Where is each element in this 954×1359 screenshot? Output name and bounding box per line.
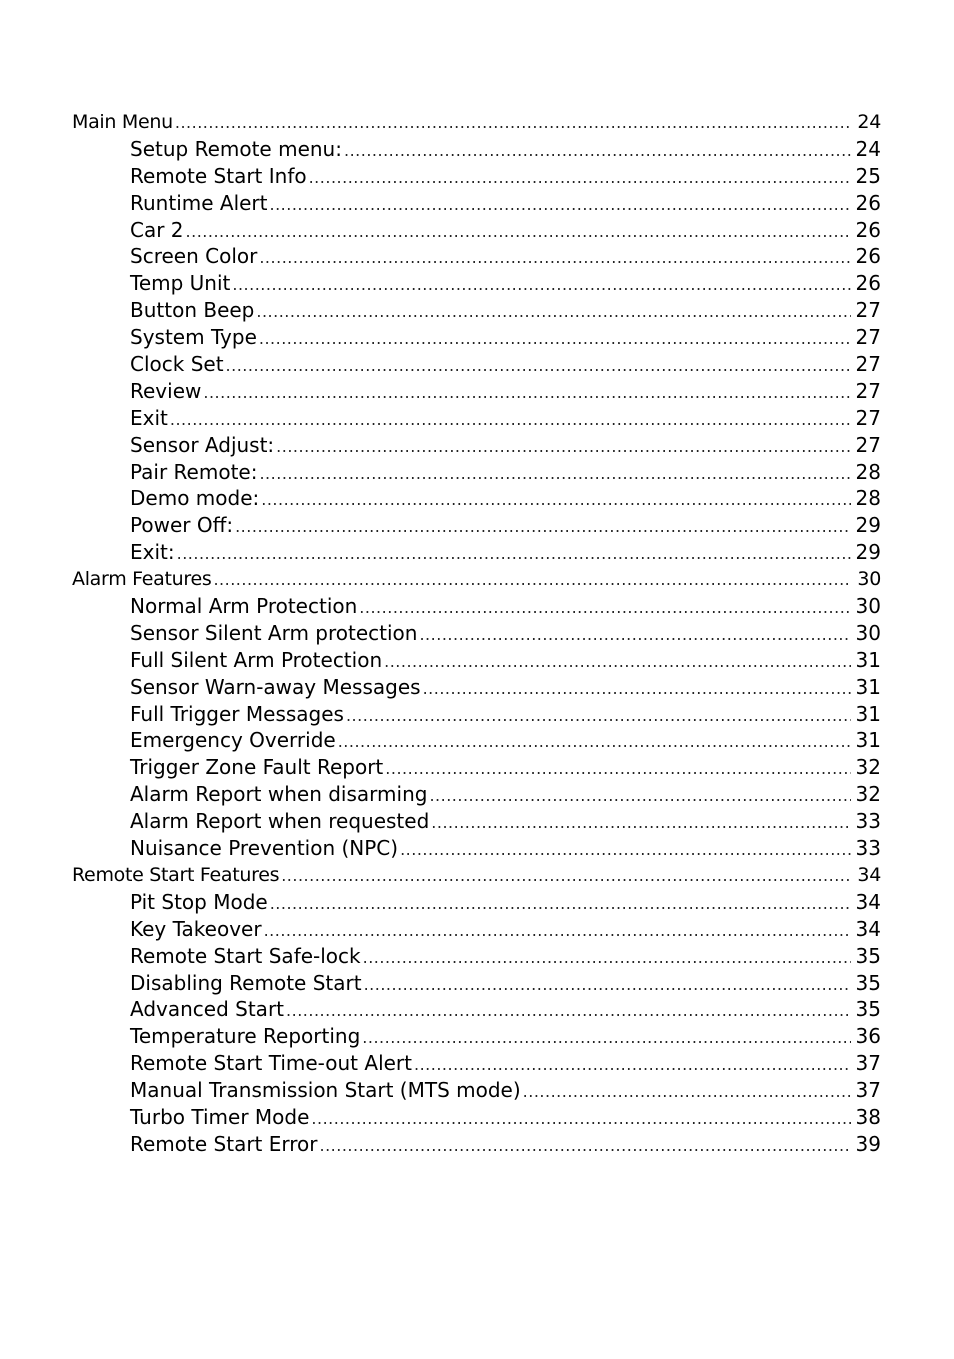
- table-of-contents: [0, 109, 954, 1158]
- toc-subsection-entry[interactable]: [0, 701, 954, 728]
- toc-page-number: 30: [857, 568, 881, 591]
- toc-entry-title: Remote Start Time-out Alert: [130, 1051, 412, 1076]
- toc-dot-leader: [359, 595, 851, 622]
- toc-subsection-entry[interactable]: [0, 1023, 954, 1050]
- toc-entry-title: Sensor Silent Arm protection: [130, 620, 418, 645]
- toc-subsection-entry[interactable]: [0, 351, 954, 378]
- toc-subsection-entry[interactable]: [0, 324, 954, 351]
- toc-page-number: 34: [855, 889, 881, 914]
- toc-dot-leader: [259, 245, 851, 272]
- toc-page-number: 27: [855, 405, 881, 430]
- toc-page-number: 32: [855, 755, 881, 780]
- toc-subsection-entry[interactable]: [0, 943, 954, 970]
- toc-page-number: 33: [855, 836, 881, 861]
- toc-entry-title: Pit Stop Mode: [130, 889, 268, 914]
- toc-dot-leader: [320, 1133, 852, 1160]
- toc-subsection-entry[interactable]: [0, 808, 954, 835]
- toc-dot-leader: [235, 514, 851, 541]
- toc-page-number: 29: [855, 513, 881, 538]
- toc-page-number: 26: [855, 190, 881, 215]
- toc-dot-leader: [170, 407, 851, 434]
- toc-dot-leader: [259, 461, 851, 488]
- toc-page-number: 31: [855, 674, 881, 699]
- toc-subsection-entry[interactable]: [0, 512, 954, 539]
- toc-page-number: 35: [855, 943, 881, 968]
- toc-dot-leader: [226, 353, 851, 380]
- toc-subsection-entry[interactable]: [0, 781, 954, 808]
- toc-page-number: 31: [855, 701, 881, 726]
- toc-subsection-entry[interactable]: [0, 674, 954, 701]
- toc-dot-leader: [363, 945, 851, 972]
- toc-section-entry[interactable]: [0, 566, 954, 593]
- toc-subsection-entry[interactable]: [0, 217, 954, 244]
- toc-entry-title: Main Menu: [72, 111, 173, 133]
- toc-dot-leader: [276, 434, 851, 461]
- toc-entry-title: Full Silent Arm Protection: [130, 647, 383, 672]
- toc-page-number: 24: [857, 111, 881, 133]
- toc-subsection-entry[interactable]: [0, 539, 954, 566]
- toc-subsection-entry[interactable]: [0, 378, 954, 405]
- toc-page-number: 30: [855, 620, 881, 645]
- toc-dot-leader: [423, 676, 851, 703]
- toc-page-number: 27: [855, 352, 881, 377]
- toc-entry-title: Demo mode:: [130, 486, 260, 511]
- toc-subsection-entry[interactable]: [0, 727, 954, 754]
- toc-entry-title: Trigger Zone Fault Report: [130, 755, 384, 780]
- toc-entry-title: Turbo Timer Mode: [130, 1104, 310, 1129]
- toc-entry-title: Screen Color: [130, 244, 258, 269]
- toc-subsection-entry[interactable]: [0, 190, 954, 217]
- toc-dot-leader: [232, 272, 851, 299]
- toc-dot-leader: [414, 1052, 851, 1079]
- toc-dot-leader: [281, 863, 851, 890]
- toc-dot-leader: [384, 649, 851, 676]
- toc-page-number: 37: [855, 1078, 881, 1103]
- toc-dot-leader: [431, 810, 851, 837]
- toc-section-entry[interactable]: [0, 109, 954, 136]
- toc-entry-title: Disabling Remote Start: [130, 970, 362, 995]
- toc-dot-leader: [400, 837, 851, 864]
- toc-page-number: 30: [855, 594, 881, 619]
- toc-entry-title: Sensor Adjust:: [130, 432, 275, 457]
- toc-dot-leader: [286, 998, 851, 1025]
- toc-entry-title: Button Beep: [130, 298, 255, 323]
- toc-entry-title: Nuisance Prevention (NPC): [130, 836, 399, 861]
- toc-page-number: 35: [855, 997, 881, 1022]
- toc-entry-title: Sensor Warn-away Messages: [130, 674, 421, 699]
- toc-entry-title: Exit: [130, 405, 168, 430]
- toc-page-number: 27: [855, 432, 881, 457]
- toc-entry-title: Pair Remote:: [130, 459, 258, 484]
- toc-dot-leader: [186, 219, 851, 246]
- toc-subsection-entry[interactable]: [0, 754, 954, 781]
- toc-subsection-entry[interactable]: [0, 970, 954, 997]
- toc-page-number: 27: [855, 298, 881, 323]
- toc-entry-title: Alarm Report when disarming: [130, 782, 428, 807]
- toc-entry-title: Runtime Alert: [130, 190, 268, 215]
- toc-entry-title: Alarm Report when requested: [130, 809, 430, 834]
- toc-entry-title: Emergency Override: [130, 728, 336, 753]
- toc-entry-title: Full Trigger Messages: [130, 701, 344, 726]
- toc-page-number: 28: [855, 459, 881, 484]
- toc-page-number: 37: [855, 1051, 881, 1076]
- toc-dot-leader: [419, 622, 851, 649]
- toc-entry-title: Exit:: [130, 540, 175, 565]
- toc-entry-title: Clock Set: [130, 352, 224, 377]
- toc-dot-leader: [429, 783, 851, 810]
- toc-subsection-entry[interactable]: [0, 136, 954, 163]
- toc-page-number: 26: [855, 217, 881, 242]
- toc-subsection-entry[interactable]: [0, 432, 954, 459]
- toc-page-number: 27: [855, 378, 881, 403]
- toc-dot-leader: [259, 326, 851, 353]
- toc-page-number: 35: [855, 970, 881, 995]
- toc-page-number: 25: [855, 163, 881, 188]
- toc-page-number: 27: [855, 325, 881, 350]
- toc-page-number: 38: [855, 1104, 881, 1129]
- toc-subsection-entry[interactable]: [0, 163, 954, 190]
- toc-subsection-entry[interactable]: [0, 485, 954, 512]
- toc-subsection-entry[interactable]: [0, 916, 954, 943]
- toc-entry-title: Alarm Features: [72, 568, 212, 591]
- toc-dot-leader: [362, 1025, 851, 1052]
- toc-page-number: 29: [855, 540, 881, 565]
- toc-entry-title: Setup Remote menu:: [130, 136, 342, 161]
- toc-dot-leader: [270, 192, 852, 219]
- toc-dot-leader: [270, 891, 851, 918]
- toc-dot-leader: [346, 703, 851, 730]
- toc-dot-leader: [177, 541, 851, 568]
- toc-page-number: 36: [855, 1024, 881, 1049]
- toc-entry-title: Remote Start Features: [72, 863, 280, 886]
- toc-page-number: 34: [857, 863, 881, 886]
- toc-page-number: 31: [855, 647, 881, 672]
- toc-subsection-entry[interactable]: [0, 1104, 954, 1131]
- toc-subsection-entry[interactable]: [0, 297, 954, 324]
- toc-subsection-entry[interactable]: [0, 405, 954, 432]
- toc-subsection-entry[interactable]: [0, 243, 954, 270]
- toc-page-number: 33: [855, 809, 881, 834]
- toc-dot-leader: [309, 165, 851, 192]
- toc-entry-title: System Type: [130, 325, 257, 350]
- toc-subsection-entry[interactable]: [0, 647, 954, 674]
- toc-subsection-entry[interactable]: [0, 270, 954, 297]
- toc-dot-leader: [311, 1106, 851, 1133]
- toc-subsection-entry[interactable]: [0, 889, 954, 916]
- toc-dot-leader: [338, 729, 851, 756]
- toc-entry-title: Manual Transmission Start (MTS mode): [130, 1078, 521, 1103]
- toc-entry-title: Temp Unit: [130, 271, 231, 296]
- toc-subsection-entry[interactable]: [0, 1131, 954, 1158]
- toc-page-number: 26: [855, 271, 881, 296]
- toc-subsection-entry[interactable]: [0, 459, 954, 486]
- toc-section-entry[interactable]: [0, 862, 954, 889]
- toc-page-number: 32: [855, 782, 881, 807]
- toc-subsection-entry[interactable]: [0, 593, 954, 620]
- toc-entry-title: Remote Start Error: [130, 1131, 318, 1156]
- toc-entry-title: Review: [130, 378, 202, 403]
- toc-entry-title: Remote Start Info: [130, 163, 307, 188]
- toc-entry-title: Power Off:: [130, 513, 234, 538]
- toc-dot-leader: [264, 918, 851, 945]
- toc-dot-leader: [175, 110, 851, 137]
- toc-page-number: 26: [855, 244, 881, 269]
- toc-page-number: 28: [855, 486, 881, 511]
- toc-entry-title: Normal Arm Protection: [130, 594, 358, 619]
- toc-dot-leader: [203, 380, 851, 407]
- toc-entry-title: Temperature Reporting: [130, 1024, 361, 1049]
- toc-entry-title: Car 2: [130, 217, 184, 242]
- toc-subsection-entry[interactable]: [0, 620, 954, 647]
- toc-dot-leader: [213, 567, 851, 594]
- toc-subsection-entry[interactable]: [0, 1050, 954, 1077]
- toc-entry-title: Advanced Start: [130, 997, 285, 1022]
- toc-dot-leader: [385, 756, 851, 783]
- toc-dot-leader: [523, 1079, 851, 1106]
- toc-entry-title: Key Takeover: [130, 916, 262, 941]
- toc-dot-leader: [256, 299, 851, 326]
- toc-subsection-entry[interactable]: [0, 996, 954, 1023]
- toc-dot-leader: [261, 487, 851, 514]
- toc-dot-leader: [344, 138, 851, 165]
- toc-entry-title: Remote Start Safe-lock: [130, 943, 361, 968]
- toc-page-number: 24: [855, 136, 881, 161]
- toc-subsection-entry[interactable]: [0, 835, 954, 862]
- toc-subsection-entry[interactable]: [0, 1077, 954, 1104]
- toc-page-number: 39: [855, 1131, 881, 1156]
- toc-page-number: 34: [855, 916, 881, 941]
- toc-page-number: 31: [855, 728, 881, 753]
- toc-dot-leader: [364, 972, 851, 999]
